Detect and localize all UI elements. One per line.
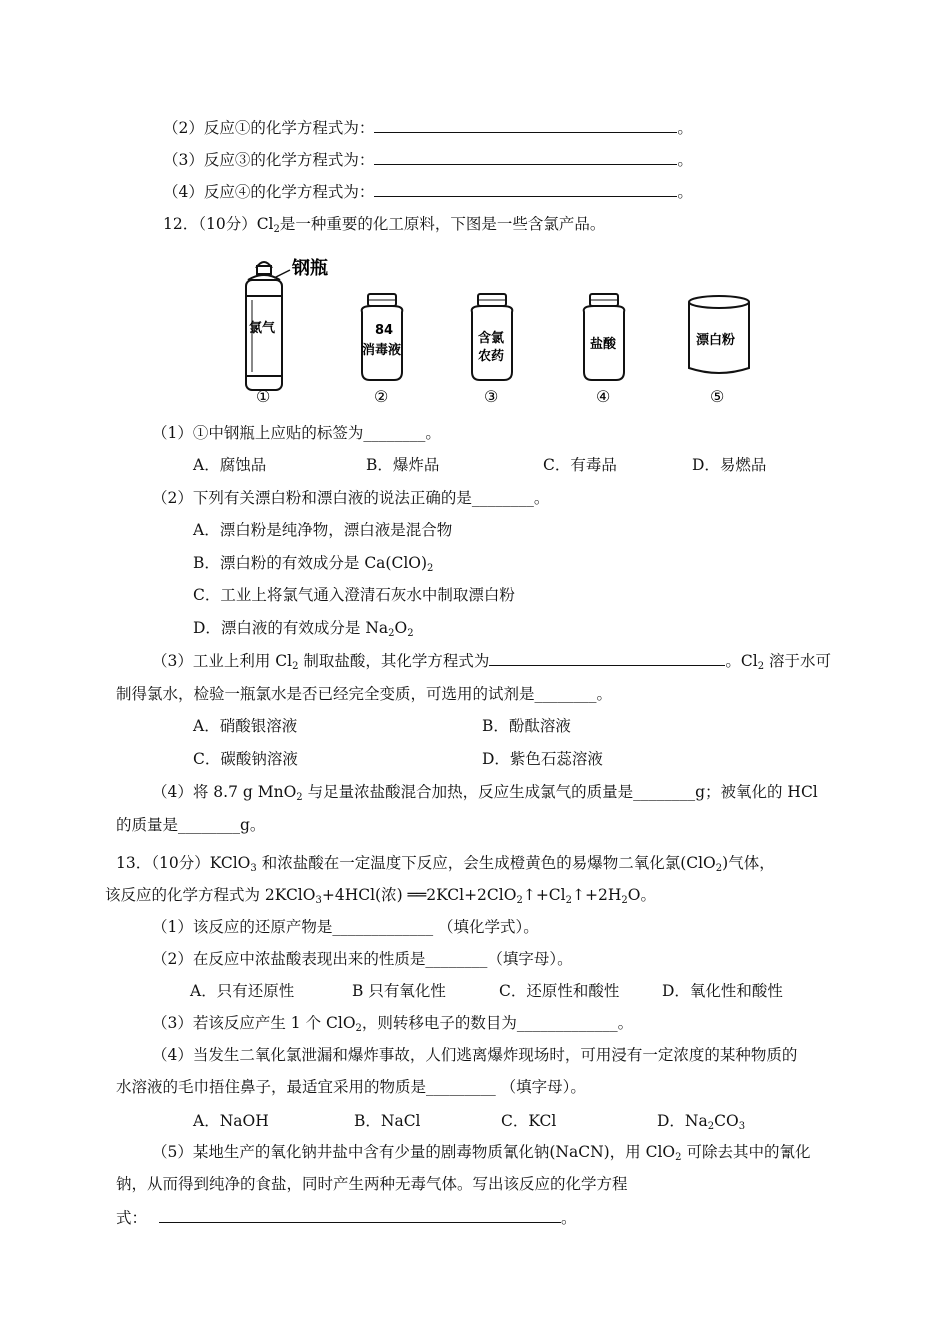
q12-p1-stem: （1）①中钢瓶上应贴的标签为________。 xyxy=(152,424,441,442)
cylinder-caption: 钢瓶 xyxy=(292,258,328,279)
q13-p5-line-1: （5）某地生产的氧化钠井盐中含有少量的剧毒物质氰化钠(NaCN)，用 ClO$_2$ 可除去其中的氰化 xyxy=(152,1143,811,1163)
answer-blank[interactable] xyxy=(489,651,725,666)
q12-p4-line-2: 的质量是________g。 xyxy=(116,816,266,834)
q13-p4-option-a[interactable]: A．NaOH xyxy=(193,1112,269,1130)
q11-line-2: （2）反应①的化学方程式为： 。 xyxy=(163,119,693,137)
q12-p1-option-b[interactable]: B．爆炸品 xyxy=(366,456,440,474)
answer-blank[interactable] xyxy=(374,150,677,165)
product-label-5: 漂白粉 xyxy=(696,333,736,348)
q12-p1-option-d[interactable]: D．易燃品 xyxy=(692,456,767,474)
q12-p2-option-c[interactable]: C．工业上将氯气通入澄清石灰水中制取漂白粉 xyxy=(193,586,515,604)
q12-p2-stem: （2）下列有关漂白粉和漂白液的说法正确的是________。 xyxy=(152,489,550,507)
product-label-2b: 消毒液 xyxy=(362,343,402,358)
q11-line-3: （3）反应③的化学方程式为： 。 xyxy=(163,151,693,169)
q13-p2: （2）在反应中浓盐酸表现出来的性质是________（填字母）。 xyxy=(152,950,573,968)
q12-p3-option-c[interactable]: C．碳酸钠溶液 xyxy=(193,750,298,768)
answer-blank[interactable] xyxy=(374,118,677,133)
q13-p4-line-2: 水溶液的毛巾捂住鼻子，最适宜采用的物质是_________ （填字母）。 xyxy=(116,1078,586,1096)
q12-p1-option-c[interactable]: C．有毒品 xyxy=(543,456,617,474)
product-label-1: 氯气 xyxy=(249,321,276,336)
q12-p2-option-d[interactable]: D．漂白液的有效成分是 $Na_2O_2$ xyxy=(193,619,414,639)
product-number: ② xyxy=(374,387,389,406)
q13-p2-option-c[interactable]: C．还原性和酸性 xyxy=(499,982,620,1000)
q11-line-4: （4）反应④的化学方程式为： 。 xyxy=(163,183,693,201)
product-label-3b: 农药 xyxy=(478,349,505,364)
q13-p2-option-b[interactable]: B 只有氧化性 xyxy=(352,982,446,1000)
q13-line-1: 13．（10分）KClO$_3$ 和浓盐酸在一定温度下反应，会生成橙黄色的易爆物二氧化氯(ClO$_2$)气体， xyxy=(116,854,775,874)
products-illustration xyxy=(230,250,770,410)
q13-p4-option-b[interactable]: B．NaCl xyxy=(354,1112,421,1130)
q13-p2-option-d[interactable]: D．氧化性和酸性 xyxy=(662,982,783,1000)
q13-p4-line-1: （4）当发生二氧化氯泄漏和爆炸事故，人们逃离爆炸现场时，可用浸有一定浓度的某种物质的 xyxy=(152,1046,798,1064)
q12-intro: 12．（10分）$Cl_2$是一种重要的化工原料，下图是一些含氯产品。 xyxy=(163,215,606,235)
q13-line-2: 该反应的化学方程式为 2KClO$_3$+4HCl(浓) $══2KCl+2ClO_2↑+Cl_2↑+2H_2O$。 xyxy=(105,886,656,906)
product-label-2a: 84 xyxy=(375,323,394,338)
q12-p2-option-a[interactable]: A．漂白粉是纯净物，漂白液是混合物 xyxy=(193,521,453,539)
q13-p3: （3）若该反应产生 1 个 ClO$_2$，则转移电子的数目为_____________。 xyxy=(152,1014,634,1034)
q13-p5-line-3: 式： 。 xyxy=(116,1209,577,1227)
q12-p3-option-d[interactable]: D．紫色石蕊溶液 xyxy=(482,750,603,768)
q13-p4-option-d[interactable]: D．$Na_2CO_3$ xyxy=(657,1112,746,1132)
q13-p2-option-a[interactable]: A．只有还原性 xyxy=(190,982,295,1000)
answer-blank[interactable] xyxy=(159,1208,561,1223)
product-number: ⑤ xyxy=(710,387,725,406)
pointer-line xyxy=(274,270,290,278)
chlorine-products-figure xyxy=(230,250,770,410)
q12-p3-line-2: 制得氯水，检验一瓶氯水是否已经完全变质，可选用的试剂是________。 xyxy=(116,685,613,703)
product-number: ③ xyxy=(484,387,499,406)
q13-p4-option-c[interactable]: C．KCl xyxy=(501,1112,557,1130)
q12-p3-line-1: （3）工业上利用 $Cl_2$ 制取盐酸，其化学方程式为 。$Cl_2$ 溶于水可 xyxy=(152,652,832,672)
q12-p4-line-1: （4）将 8.7 g MnO$_2$ 与足量浓盐酸混合加热，反应生成氯气的质量是________g；被氧化的 HCl xyxy=(152,783,818,803)
product-label-4: 盐酸 xyxy=(590,337,617,352)
q12-p3-option-a[interactable]: A．硝酸银溶液 xyxy=(193,717,298,735)
answer-blank[interactable] xyxy=(374,182,677,197)
q13-p1: （1）该反应的还原产物是_____________ （填化学式）。 xyxy=(152,918,539,936)
q12-p1-option-a[interactable]: A．腐蚀品 xyxy=(193,456,267,474)
q13-p5-line-2: 钠，从而得到纯净的食盐，同时产生两种无毒气体。写出该反应的化学方程 xyxy=(116,1175,628,1193)
product-number: ④ xyxy=(596,387,611,406)
product-number: ① xyxy=(256,387,271,406)
q12-p2-option-b[interactable]: B．漂白粉的有效成分是 $Ca(ClO)_2$ xyxy=(193,554,434,574)
q12-p3-option-b[interactable]: B．酚酞溶液 xyxy=(482,717,571,735)
product-label-3a: 含氯 xyxy=(478,331,505,346)
